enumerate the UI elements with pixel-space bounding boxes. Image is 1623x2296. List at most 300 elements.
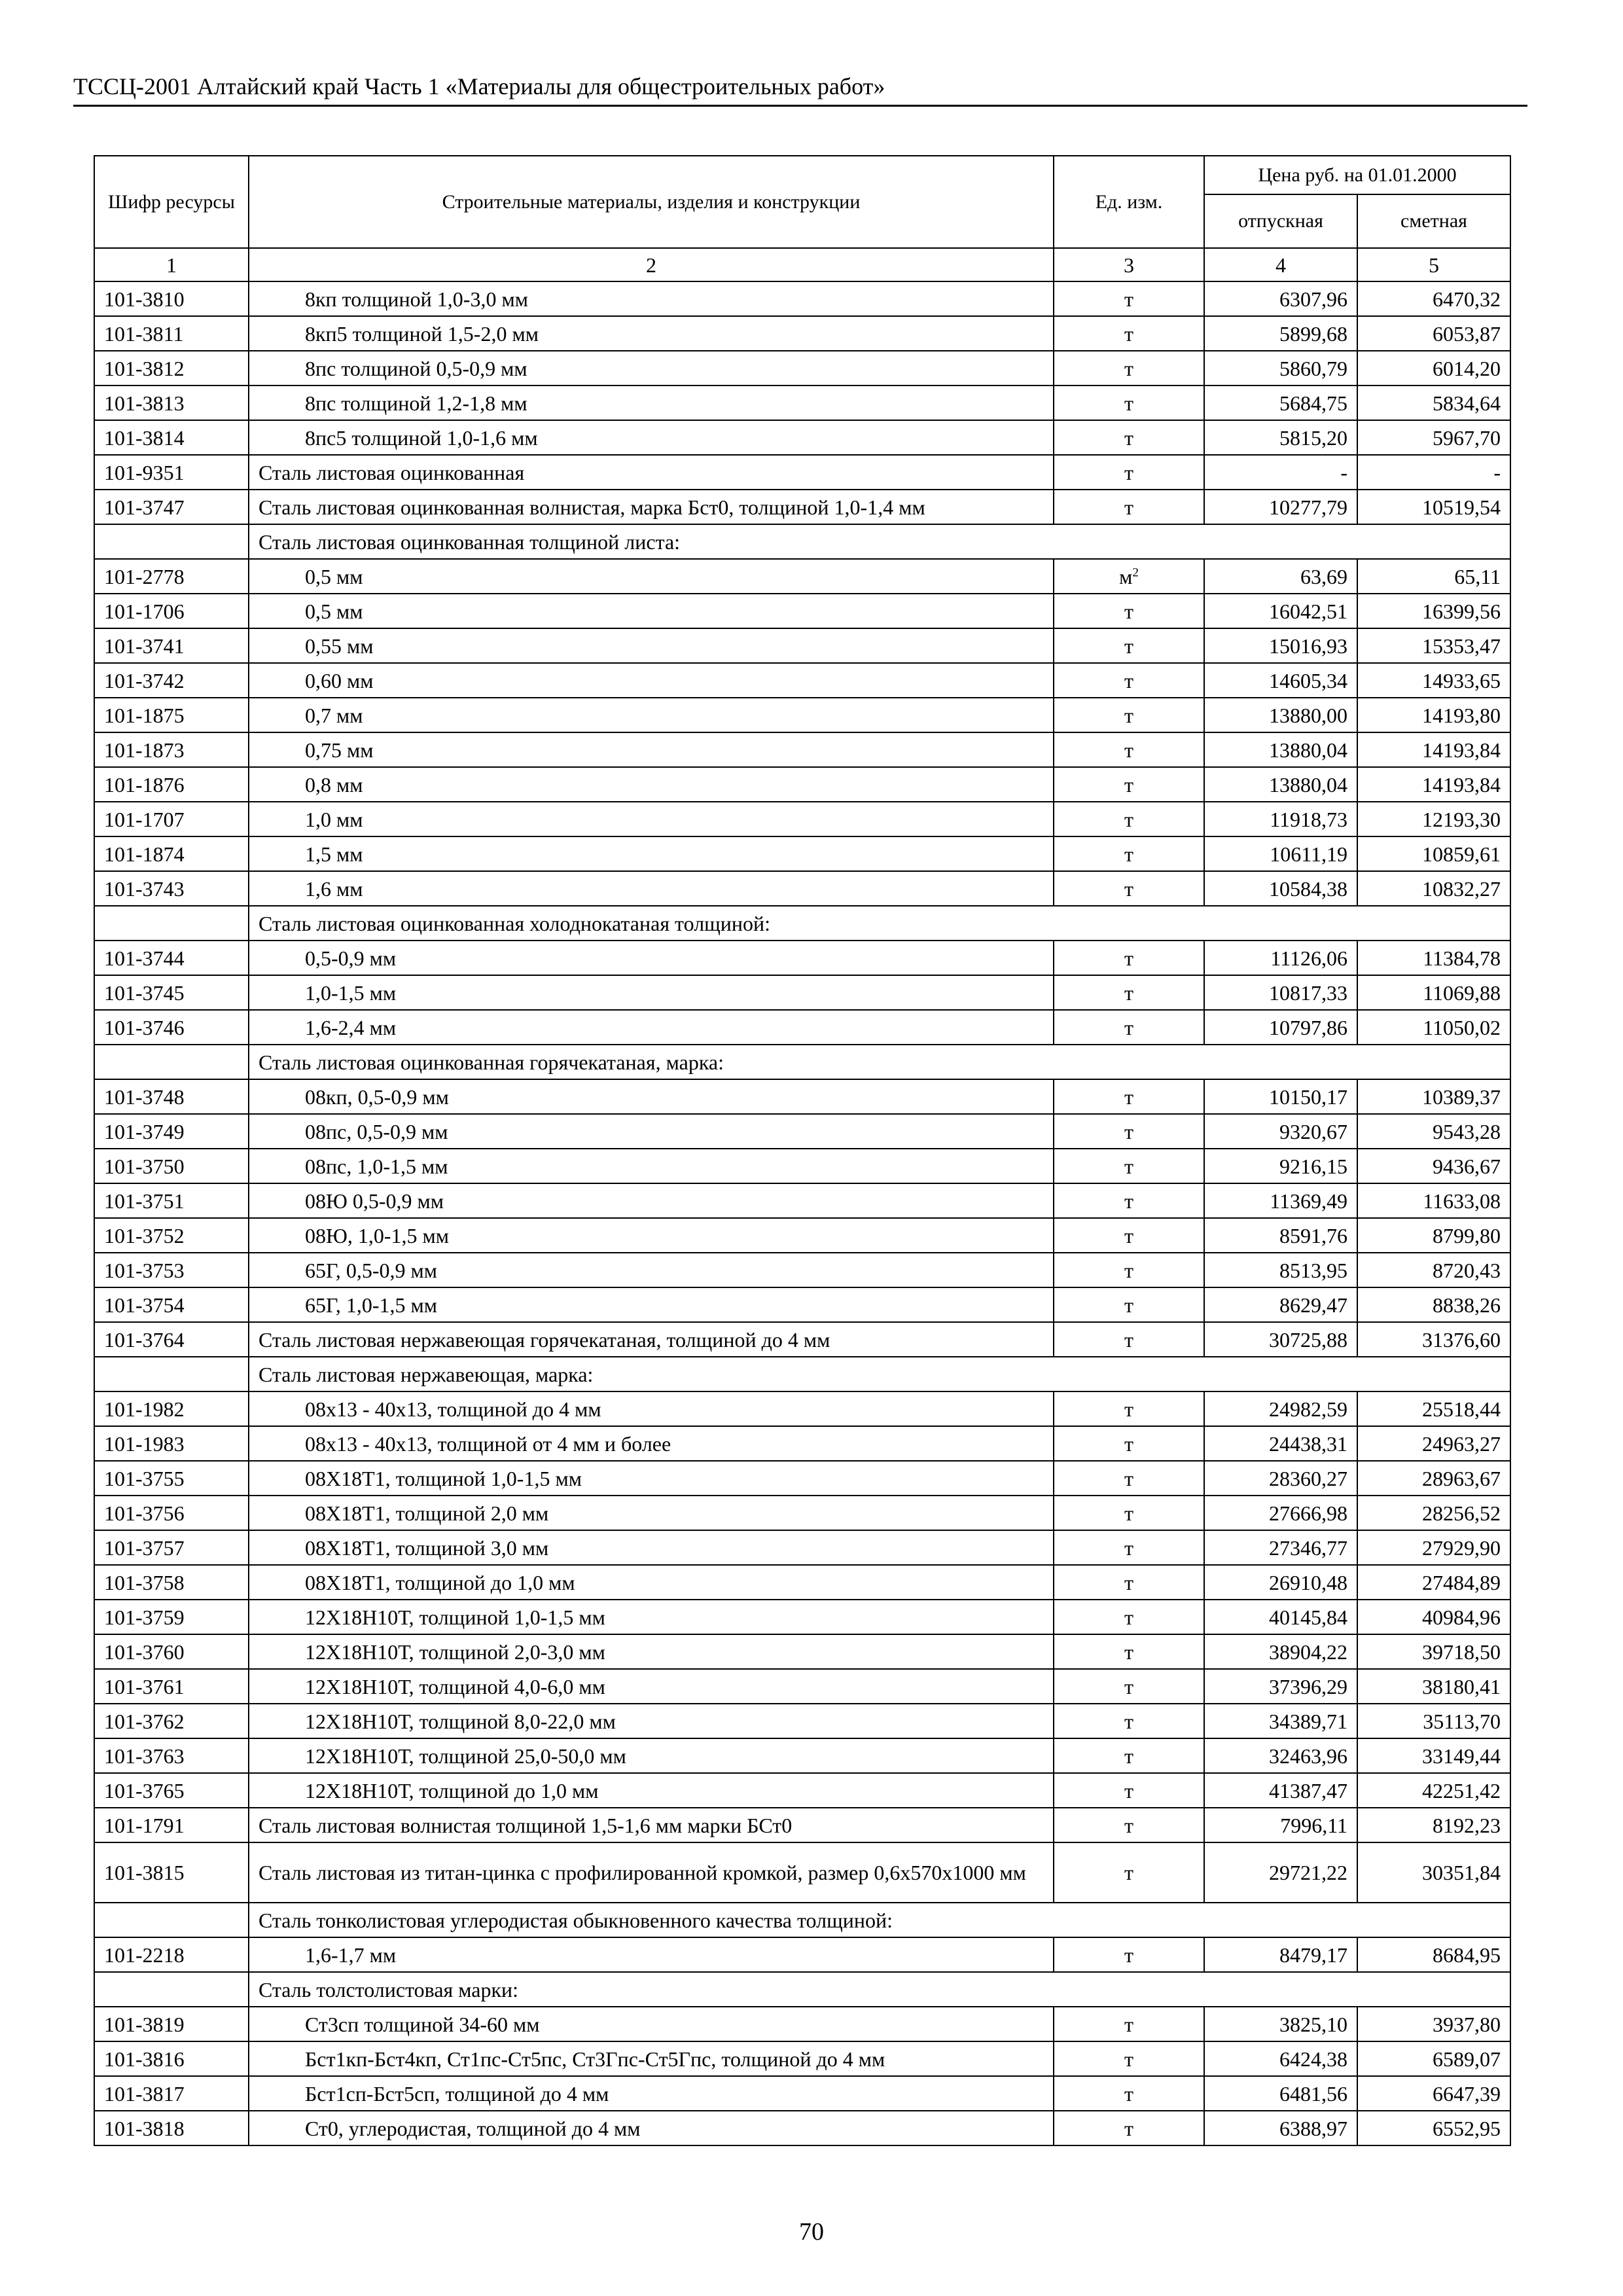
resource-code: 101-3759 [94, 1600, 249, 1634]
table-row [94, 767, 1510, 802]
column-number-row [94, 248, 1510, 281]
table-row [94, 1565, 1510, 1600]
material-name: 08Х18Т1, толщиной до 1,0 мм [249, 1565, 1054, 1600]
material-name: Ст3сп толщиной 34-60 мм [249, 2007, 1054, 2041]
material-name: 0,60 мм [249, 663, 1054, 698]
table-group-row [94, 906, 1510, 941]
table-row [94, 1808, 1510, 1842]
unit-of-measure [1054, 2111, 1204, 2145]
estimate-price: 31376,60 [1357, 1322, 1510, 1357]
material-name: 8кп толщиной 1,0-3,0 мм [249, 281, 1054, 316]
estimate-price: 38180,41 [1357, 1669, 1510, 1704]
unit-text: т [1124, 1015, 1133, 1039]
material-name: 1,0 мм [249, 802, 1054, 836]
unit-of-measure [1054, 1391, 1204, 1426]
table-row [94, 2007, 1510, 2041]
material-name: 08Х18Т1, толщиной 2,0 мм [249, 1496, 1054, 1530]
resource-code: 101-3810 [94, 281, 249, 316]
unit-text: т [1124, 1327, 1133, 1352]
table-row [94, 1218, 1510, 1253]
resource-code: 101-2218 [94, 1937, 249, 1972]
unit-of-measure [1054, 1010, 1204, 1045]
material-name: 0,7 мм [249, 698, 1054, 732]
table-row [94, 871, 1510, 906]
resource-code: 101-3750 [94, 1149, 249, 1183]
estimate-price: 11384,78 [1357, 941, 1510, 975]
estimate-price: 39718,50 [1357, 1634, 1510, 1669]
unit-of-measure [1054, 490, 1204, 524]
unit-of-measure [1054, 1114, 1204, 1149]
material-name: Сталь листовая волнистая толщиной 1,5-1,6 мм марки БСт0 [249, 1808, 1054, 1842]
group-code-cell [94, 1357, 249, 1391]
unit-text: т [1124, 287, 1133, 311]
unit-text: т [1124, 599, 1133, 623]
unit-text: т [1124, 1119, 1133, 1143]
material-name: Сталь листовая оцинкованная [249, 455, 1054, 490]
resource-code: 101-3816 [94, 2041, 249, 2076]
table-row [94, 1183, 1510, 1218]
table-row [94, 1738, 1510, 1773]
estimate-price: 14933,65 [1357, 663, 1510, 698]
material-name: 12Х18Н10Т, толщиной 8,0-22,0 мм [249, 1704, 1054, 1738]
price-table [94, 155, 1511, 2146]
release-price: 11918,73 [1204, 802, 1357, 836]
unit-text: т [1124, 1813, 1133, 1837]
unit-text: т [1124, 1709, 1133, 1733]
group-heading: Сталь тонколистовая углеродистая обыкновенного качества толщиной: [249, 1903, 1510, 1937]
table-row [94, 420, 1510, 455]
unit-text: т [1124, 1570, 1133, 1594]
group-code-cell [94, 906, 249, 941]
table-group-row [94, 1903, 1510, 1937]
unit-of-measure [1054, 767, 1204, 802]
header-unit: Ед. изм. [1054, 156, 1204, 248]
release-price: 37396,29 [1204, 1669, 1357, 1704]
group-code-cell [94, 1045, 249, 1079]
release-price: 32463,96 [1204, 1738, 1357, 1773]
table-row [94, 1773, 1510, 1808]
unit-of-measure [1054, 1322, 1204, 1357]
unit-text: т [1124, 1085, 1133, 1109]
estimate-price: 28256,52 [1357, 1496, 1510, 1530]
release-price: 5899,68 [1204, 316, 1357, 351]
resource-code: 101-3762 [94, 1704, 249, 1738]
resource-code: 101-3758 [94, 1565, 249, 1600]
release-price: 8513,95 [1204, 1253, 1357, 1287]
release-price: 40145,84 [1204, 1600, 1357, 1634]
unit-text: т [1124, 1674, 1133, 1698]
unit-text: т [1124, 1501, 1133, 1525]
release-price: 24438,31 [1204, 1426, 1357, 1461]
unit-of-measure [1054, 559, 1204, 594]
release-price: 24982,59 [1204, 1391, 1357, 1426]
estimate-price: 42251,42 [1357, 1773, 1510, 1808]
estimate-price: 16399,56 [1357, 594, 1510, 628]
estimate-price: 40984,96 [1357, 1600, 1510, 1634]
release-price: 10817,33 [1204, 975, 1357, 1010]
resource-code: 101-3753 [94, 1253, 249, 1287]
unit-text: т [1124, 1466, 1133, 1490]
table-row [94, 1391, 1510, 1426]
unit-text: т [1124, 356, 1133, 380]
resource-code: 101-1982 [94, 1391, 249, 1426]
unit-of-measure [1054, 455, 1204, 490]
estimate-price: 14193,80 [1357, 698, 1510, 732]
unit-of-measure [1054, 802, 1204, 836]
unit-of-measure [1054, 1773, 1204, 1808]
material-name: 0,5-0,9 мм [249, 941, 1054, 975]
unit-of-measure [1054, 1738, 1204, 1773]
material-name: 8кп5 толщиной 1,5-2,0 мм [249, 316, 1054, 351]
unit-of-measure [1054, 1842, 1204, 1903]
release-price: 9320,67 [1204, 1114, 1357, 1149]
resource-code: 101-1707 [94, 802, 249, 836]
release-price: 6388,97 [1204, 2111, 1357, 2145]
release-price: 29721,22 [1204, 1842, 1357, 1903]
table-row [94, 1287, 1510, 1322]
table-row [94, 1634, 1510, 1669]
estimate-price: 6470,32 [1357, 281, 1510, 316]
unit-text: т [1124, 1640, 1133, 1664]
unit-text: т [1124, 495, 1133, 519]
estimate-price: 10832,27 [1357, 871, 1510, 906]
unit-of-measure [1054, 420, 1204, 455]
resource-code: 101-3757 [94, 1530, 249, 1565]
price-table-body [94, 281, 1510, 2145]
resource-code: 101-1876 [94, 767, 249, 802]
unit-of-measure [1054, 1253, 1204, 1287]
unit-text: т [1124, 1943, 1133, 1967]
table-row [94, 1600, 1510, 1634]
table-row [94, 1496, 1510, 1530]
release-price: 27666,98 [1204, 1496, 1357, 1530]
estimate-price: 33149,44 [1357, 1738, 1510, 1773]
release-price: 27346,77 [1204, 1530, 1357, 1565]
unit-text: т [1124, 425, 1133, 450]
resource-code: 101-3756 [94, 1496, 249, 1530]
table-group-row [94, 1045, 1510, 1079]
resource-code: 101-3764 [94, 1322, 249, 1357]
unit-of-measure [1054, 1461, 1204, 1496]
table-row [94, 1253, 1510, 1287]
resource-code: 101-3811 [94, 316, 249, 351]
release-price: 6424,38 [1204, 2041, 1357, 2076]
material-name: 08Ю, 1,0-1,5 мм [249, 1218, 1054, 1253]
estimate-price: 27929,90 [1357, 1530, 1510, 1565]
table-row [94, 1530, 1510, 1565]
unit-text: т [1124, 1431, 1133, 1456]
resource-code: 101-3815 [94, 1842, 249, 1903]
unit-of-measure [1054, 836, 1204, 871]
material-name: 0,55 мм [249, 628, 1054, 663]
release-price: 5860,79 [1204, 351, 1357, 386]
unit-text: т [1124, 980, 1133, 1005]
material-name: 65Г, 0,5-0,9 мм [249, 1253, 1054, 1287]
estimate-price: 8838,26 [1357, 1287, 1510, 1322]
table-row [94, 975, 1510, 1010]
release-price: 8629,47 [1204, 1287, 1357, 1322]
unit-text: т [1124, 460, 1133, 484]
page-number: 70 [799, 2218, 824, 2246]
unit-of-measure [1054, 1600, 1204, 1634]
unit-text: т [1124, 391, 1133, 415]
resource-code: 101-3818 [94, 2111, 249, 2145]
table-row [94, 1114, 1510, 1149]
table-row [94, 1322, 1510, 1357]
estimate-price: 12193,30 [1357, 802, 1510, 836]
unit-of-measure [1054, 281, 1204, 316]
release-price: - [1204, 455, 1357, 490]
material-name: 0,75 мм [249, 732, 1054, 767]
group-code-cell [94, 1972, 249, 2007]
resource-code: 101-1875 [94, 698, 249, 732]
unit-of-measure [1054, 1565, 1204, 1600]
unit-text: т [1124, 1223, 1133, 1247]
estimate-price: 28963,67 [1357, 1461, 1510, 1496]
material-name: 08Х18Т1, толщиной 1,0-1,5 мм [249, 1461, 1054, 1496]
unit-text: т [1124, 2116, 1133, 2140]
unit-text: т [1124, 2081, 1133, 2106]
unit-text: т [1124, 946, 1133, 970]
unit-text: т [1124, 738, 1133, 762]
material-name: 12Х18Н10Т, толщиной 1,0-1,5 мм [249, 1600, 1054, 1634]
estimate-price: 10519,54 [1357, 490, 1510, 524]
document-header-title: ТССЦ-2001 Алтайский край Часть 1 «Материалы для общестроительных работ» [73, 73, 885, 99]
unit-of-measure [1054, 1808, 1204, 1842]
release-price: 26910,48 [1204, 1565, 1357, 1600]
column-number: 2 [249, 248, 1054, 281]
unit-of-measure [1054, 386, 1204, 420]
resource-code: 101-3744 [94, 941, 249, 975]
material-name: 08х13 - 40х13, толщиной до 4 мм [249, 1391, 1054, 1426]
release-price: 5684,75 [1204, 386, 1357, 420]
release-price: 5815,20 [1204, 420, 1357, 455]
material-name: 08пс, 0,5-0,9 мм [249, 1114, 1054, 1149]
table-row [94, 1149, 1510, 1183]
table-row [94, 1426, 1510, 1461]
release-price: 11369,49 [1204, 1183, 1357, 1218]
estimate-price: 11050,02 [1357, 1010, 1510, 1045]
estimate-price: - [1357, 455, 1510, 490]
estimate-price: 10389,37 [1357, 1079, 1510, 1114]
material-name: 12Х18Н10Т, толщиной 25,0-50,0 мм [249, 1738, 1054, 1773]
resource-code: 101-3742 [94, 663, 249, 698]
estimate-price: 6552,95 [1357, 2111, 1510, 2145]
material-name: 1,0-1,5 мм [249, 975, 1054, 1010]
header-code: Шифр ресурсы [94, 156, 249, 248]
group-code-cell [94, 1903, 249, 1937]
group-code-cell [94, 524, 249, 559]
resource-code: 101-3745 [94, 975, 249, 1010]
material-name: 12Х18Н10Т, толщиной до 1,0 мм [249, 1773, 1054, 1808]
resource-code: 101-3743 [94, 871, 249, 906]
unit-of-measure [1054, 975, 1204, 1010]
header-release-price: отпускная [1204, 194, 1357, 248]
unit-of-measure [1054, 351, 1204, 386]
release-price: 16042,51 [1204, 594, 1357, 628]
release-price: 6481,56 [1204, 2076, 1357, 2111]
price-table-head [94, 156, 1510, 281]
unit-text: т [1124, 2047, 1133, 2071]
table-group-row [94, 1972, 1510, 2007]
material-name: 65Г, 1,0-1,5 мм [249, 1287, 1054, 1322]
table-row [94, 732, 1510, 767]
resource-code: 101-1873 [94, 732, 249, 767]
estimate-price: 14193,84 [1357, 767, 1510, 802]
resource-code: 101-3819 [94, 2007, 249, 2041]
material-name: 1,6-2,4 мм [249, 1010, 1054, 1045]
release-price: 6307,96 [1204, 281, 1357, 316]
unit-superscript: 2 [1132, 565, 1139, 579]
unit-of-measure [1054, 1669, 1204, 1704]
resource-code: 101-3741 [94, 628, 249, 663]
material-name: 08х13 - 40х13, толщиной от 4 мм и более [249, 1426, 1054, 1461]
group-heading: Сталь листовая оцинкованная холоднокатаная толщиной: [249, 906, 1510, 941]
estimate-price: 5967,70 [1357, 420, 1510, 455]
resource-code: 101-3752 [94, 1218, 249, 1253]
unit-text: т [1124, 1293, 1133, 1317]
unit-of-measure [1054, 1704, 1204, 1738]
table-group-row [94, 1357, 1510, 1391]
unit-text: т [1124, 1778, 1133, 1803]
resource-code: 101-2778 [94, 559, 249, 594]
unit-of-measure [1054, 1149, 1204, 1183]
unit-text: т [1124, 772, 1133, 797]
unit-of-measure [1054, 663, 1204, 698]
material-name: 1,6 мм [249, 871, 1054, 906]
table-row [94, 628, 1510, 663]
estimate-price: 35113,70 [1357, 1704, 1510, 1738]
unit-text: т [1124, 1535, 1133, 1560]
unit-of-measure [1054, 1530, 1204, 1565]
estimate-price: 6647,39 [1357, 2076, 1510, 2111]
material-name: Сталь листовая нержавеющая горячекатаная, толщиной до 4 мм [249, 1322, 1054, 1357]
estimate-price: 6053,87 [1357, 316, 1510, 351]
table-row [94, 1461, 1510, 1496]
column-number: 5 [1357, 248, 1510, 281]
unit-text: т [1124, 842, 1133, 866]
resource-code: 101-3747 [94, 490, 249, 524]
unit-of-measure [1054, 1937, 1204, 1972]
unit-of-measure [1054, 594, 1204, 628]
unit-of-measure [1054, 2007, 1204, 2041]
table-row [94, 490, 1510, 524]
estimate-price: 65,11 [1357, 559, 1510, 594]
estimate-price: 8192,23 [1357, 1808, 1510, 1842]
unit-of-measure [1054, 316, 1204, 351]
unit-text: т [1124, 1397, 1133, 1421]
unit-of-measure [1054, 732, 1204, 767]
unit-text: т [1124, 1189, 1133, 1213]
unit-text: т [1124, 668, 1133, 692]
table-group-row [94, 524, 1510, 559]
unit-of-measure [1054, 1426, 1204, 1461]
table-row [94, 1010, 1510, 1045]
estimate-price: 8684,95 [1357, 1937, 1510, 1972]
release-price: 63,69 [1204, 559, 1357, 594]
resource-code: 101-3761 [94, 1669, 249, 1704]
resource-code: 101-3814 [94, 420, 249, 455]
release-price: 10797,86 [1204, 1010, 1357, 1045]
table-row [94, 1937, 1510, 1972]
release-price: 38904,22 [1204, 1634, 1357, 1669]
unit-text: т [1124, 321, 1133, 346]
estimate-price: 11069,88 [1357, 975, 1510, 1010]
table-row [94, 2041, 1510, 2076]
resource-code: 101-1706 [94, 594, 249, 628]
column-number: 4 [1204, 248, 1357, 281]
resource-code: 101-1983 [94, 1426, 249, 1461]
estimate-price: 8720,43 [1357, 1253, 1510, 1287]
unit-of-measure [1054, 1079, 1204, 1114]
resource-code: 101-3765 [94, 1773, 249, 1808]
material-name: 08Х18Т1, толщиной 3,0 мм [249, 1530, 1054, 1565]
material-name: Сталь листовая из титан-цинка с профилированной кромкой, размер 0,6х570х1000 мм [249, 1842, 1054, 1903]
resource-code: 101-1874 [94, 836, 249, 871]
resource-code: 101-3813 [94, 386, 249, 420]
resource-code: 101-9351 [94, 455, 249, 490]
resource-code: 101-3760 [94, 1634, 249, 1669]
unit-of-measure [1054, 698, 1204, 732]
group-heading: Сталь толстолистовая марки: [249, 1972, 1510, 2007]
table-row [94, 1842, 1510, 1903]
resource-code: 101-3746 [94, 1010, 249, 1045]
release-price: 13880,00 [1204, 698, 1357, 732]
resource-code: 101-3748 [94, 1079, 249, 1114]
material-name: 1,5 мм [249, 836, 1054, 871]
release-price: 10611,19 [1204, 836, 1357, 871]
unit-of-measure [1054, 2076, 1204, 2111]
column-number: 3 [1054, 248, 1204, 281]
material-name: Сталь листовая оцинкованная волнистая, марка Бст0, толщиной 1,0-1,4 мм [249, 490, 1054, 524]
estimate-price: 25518,44 [1357, 1391, 1510, 1426]
material-name: 8пс5 толщиной 1,0-1,6 мм [249, 420, 1054, 455]
table-row [94, 698, 1510, 732]
estimate-price: 15353,47 [1357, 628, 1510, 663]
table-row [94, 281, 1510, 316]
release-price: 34389,71 [1204, 1704, 1357, 1738]
estimate-price: 6014,20 [1357, 351, 1510, 386]
group-heading: Сталь листовая оцинкованная горячекатаная, марка: [249, 1045, 1510, 1079]
estimate-price: 9543,28 [1357, 1114, 1510, 1149]
release-price: 15016,93 [1204, 628, 1357, 663]
release-price: 7996,11 [1204, 1808, 1357, 1842]
material-name: Бст1сп-Бст5сп, толщиной до 4 мм [249, 2076, 1054, 2111]
table-row [94, 1669, 1510, 1704]
unit-text: т [1124, 2012, 1133, 2036]
unit-text: т [1124, 876, 1133, 901]
release-price: 10277,79 [1204, 490, 1357, 524]
unit-text: т [1124, 703, 1133, 727]
estimate-price: 10859,61 [1357, 836, 1510, 871]
release-price: 14605,34 [1204, 663, 1357, 698]
estimate-price: 27484,89 [1357, 1565, 1510, 1600]
release-price: 8479,17 [1204, 1937, 1357, 1972]
table-row [94, 2111, 1510, 2145]
estimate-price: 14193,84 [1357, 732, 1510, 767]
material-name: 0,8 мм [249, 767, 1054, 802]
unit-text: т [1124, 1744, 1133, 1768]
unit-text: м [1119, 564, 1133, 588]
table-row [94, 594, 1510, 628]
table-row [94, 802, 1510, 836]
table-row [94, 455, 1510, 490]
table-row [94, 351, 1510, 386]
unit-text: т [1124, 1605, 1133, 1629]
resource-code: 101-1791 [94, 1808, 249, 1842]
table-row [94, 316, 1510, 351]
estimate-price: 8799,80 [1357, 1218, 1510, 1253]
